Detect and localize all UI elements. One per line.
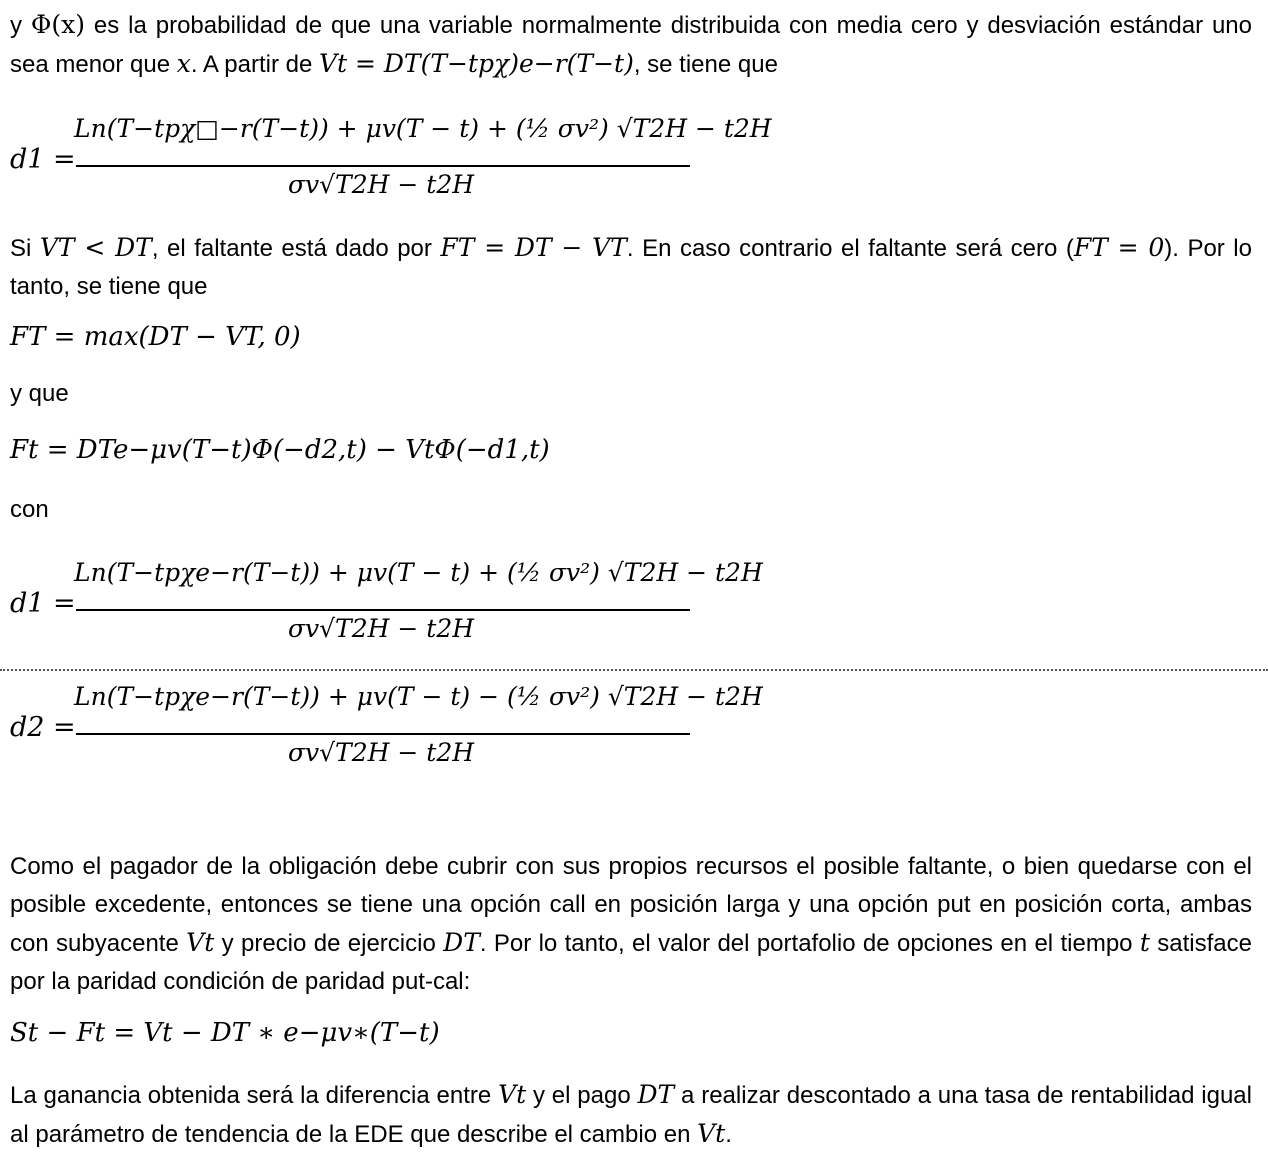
equation-lhs: d1 = <box>10 144 76 175</box>
text: ). Por lo tanto, se tiene que <box>10 235 1252 300</box>
inline-math: Vt <box>498 1080 527 1109</box>
text: y el pago <box>526 1082 638 1109</box>
text: y <box>10 12 31 39</box>
equation-lhs: d2 = <box>10 712 76 743</box>
equation-lhs: d1 = <box>10 588 76 619</box>
text: a realizar descontado a una tasa de rentabilidad igual al parámetro de tendencia de la EDE que describe el cambio en <box>10 1082 1252 1148</box>
inline-math: DT <box>637 1080 675 1109</box>
text: . En caso contrario el faltante será cero ( <box>626 235 1074 262</box>
equation-st: St − Ft = Vt − DT ∗ e−μv∗(T−t) <box>10 1018 440 1048</box>
equation-ft: Ft = DTe−μv(T−t)Φ(−d2,t) − VtΦ(−d1,t) <box>10 435 550 465</box>
inline-math: FT = DT − VT <box>440 233 627 262</box>
inline-math: FT = 0 <box>1073 233 1165 262</box>
inline-math: Vt <box>697 1119 726 1148</box>
fraction-numerator: Ln(T−tpχ□−r(T−t)) + μv(T − t) + (½ σv²) √T2H − t2H <box>74 114 772 143</box>
text: . <box>725 1121 732 1148</box>
fraction-bar <box>76 733 690 735</box>
inline-math: t <box>1139 928 1150 957</box>
text: satisface por la paridad condición de paridad put-cal: <box>10 930 1252 995</box>
text: , el faltante está dado por <box>151 235 441 262</box>
fraction-bar <box>76 165 690 167</box>
equation-d2 <box>10 682 763 786</box>
paragraph-pagador <box>10 848 1252 1001</box>
fraction-numerator: Ln(T−tpχe−r(T−t)) + μv(T − t) + (½ σv²) √T2H − t2H <box>74 558 763 587</box>
text: es la probabilidad de que una variable normalmente distribuida con media cero y desviación estándar uno sea menor que <box>10 12 1252 78</box>
text: , se tiene que <box>633 51 778 78</box>
paragraph-intro <box>10 6 1252 84</box>
text: La ganancia obtenida será la diferencia entre <box>10 1082 499 1109</box>
text: . A partir de <box>190 51 319 78</box>
text: Como el pagador de la obligación debe cubrir con sus propios recursos el posible faltante, o bien quedarse con el posible excedente, entonces se tiene una opción call en posición larga y una opción put en posición corta, ambas con subyacente <box>10 853 1252 957</box>
inline-math: Φ(x) <box>30 10 86 39</box>
inline-math: Vt = DT(T−tpχ)e−r(T−t) <box>318 49 634 78</box>
paragraph-ganancia <box>10 1076 1252 1154</box>
inline-math: VT < DT <box>39 233 152 262</box>
text: Si <box>10 235 40 262</box>
text-y-que: y que <box>10 380 69 407</box>
equation-ft-max: FT = max(DT − VT, 0) <box>10 322 301 352</box>
inline-math: Vt <box>186 928 215 957</box>
fraction-denominator: σv√T2H − t2H <box>287 614 475 643</box>
dotted-separator <box>0 669 1268 671</box>
fraction-numerator: Ln(T−tpχe−r(T−t)) + μv(T − t) − (½ σv²) √T2H − t2H <box>74 682 763 711</box>
fraction-denominator: σv√T2H − t2H <box>287 738 475 767</box>
fraction-bar <box>76 609 690 611</box>
fraction-denominator: σv√T2H − t2H <box>287 170 475 199</box>
paragraph-faltante <box>10 229 1252 306</box>
inline-math: x <box>176 49 191 78</box>
text-con: con <box>10 496 49 523</box>
text: . Por lo tanto, el valor del portafolio de opciones en el tiempo <box>479 930 1140 957</box>
equation-d1-first <box>10 114 772 218</box>
text: y precio de ejercicio <box>214 930 444 957</box>
equation-d1-second <box>10 558 763 662</box>
inline-math: DT <box>443 928 480 957</box>
